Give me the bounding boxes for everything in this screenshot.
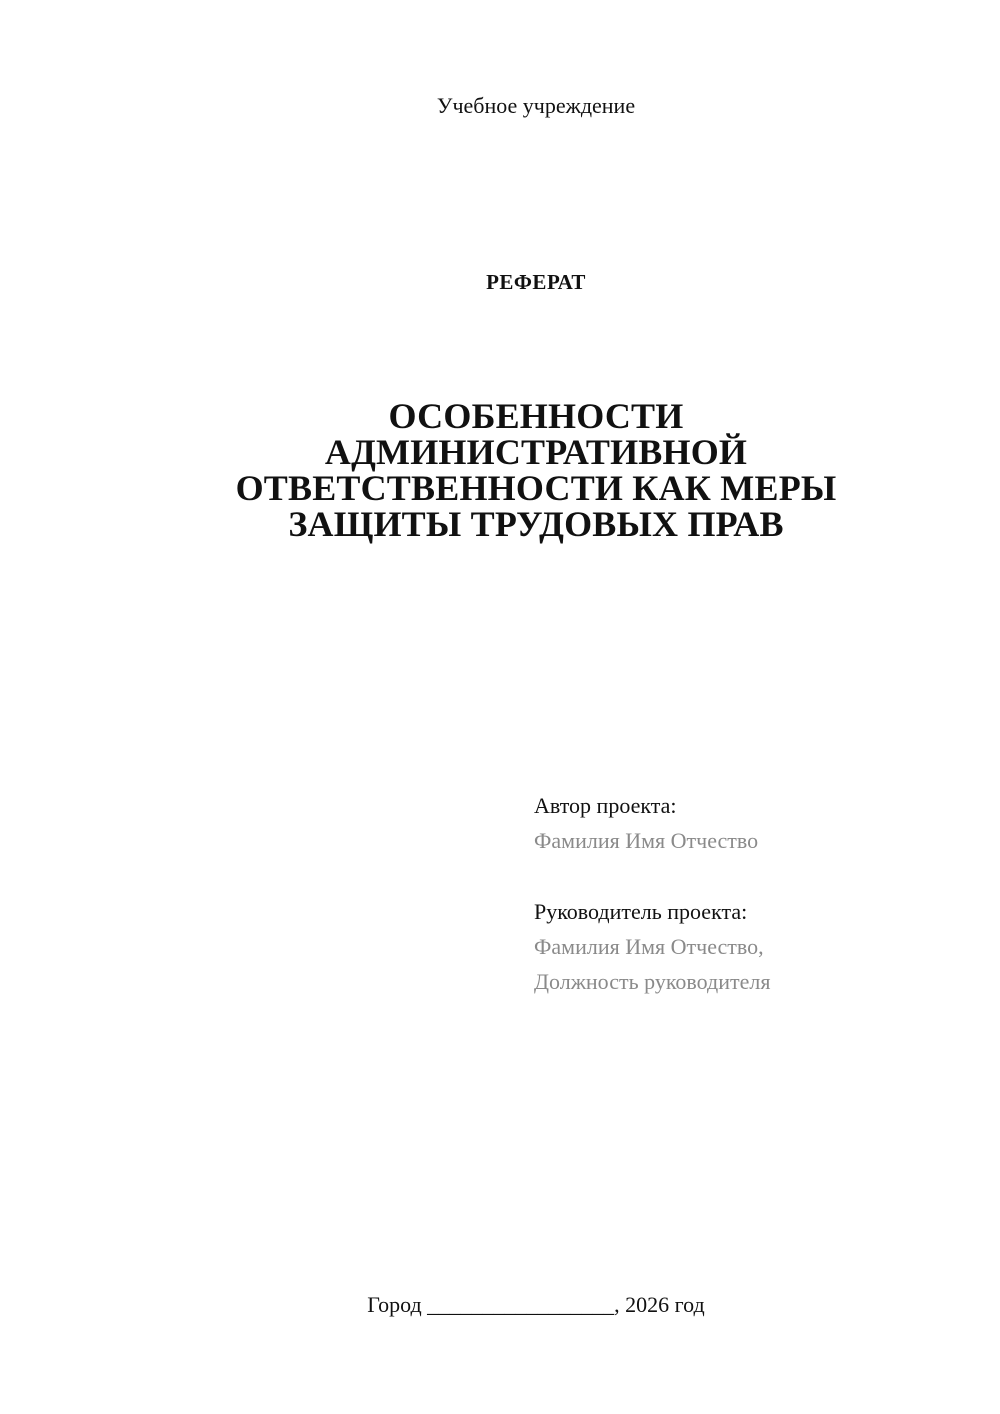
supervisor-position: Должность руководителя xyxy=(534,969,771,994)
institution-name: Учебное учреждение xyxy=(436,93,636,118)
supervisor-label: Руководитель проекта: xyxy=(534,899,748,924)
title-line-2: АДМИНИСТРАТИВНОЙ xyxy=(324,432,748,472)
document-type: РЕФЕРАТ xyxy=(486,270,586,294)
title-line-4: ЗАЩИТЫ ТРУДОВЫХ ПРАВ xyxy=(288,504,784,544)
supervisor-name: Фамилия Имя Отчество, xyxy=(534,934,764,959)
document-title xyxy=(200,398,872,542)
author-name: Фамилия Имя Отчество xyxy=(534,828,759,853)
title-line-3: ОТВЕТСТВЕННОСТИ КАК МЕРЫ xyxy=(235,468,837,508)
title-line-1: ОСОБЕННОСТИ xyxy=(388,396,684,436)
author-label: Автор проекта: xyxy=(534,793,677,818)
authors-block xyxy=(534,788,974,999)
authors-spacer xyxy=(534,858,974,894)
city-year-line: Город _________________, 2026 год xyxy=(367,1292,705,1317)
